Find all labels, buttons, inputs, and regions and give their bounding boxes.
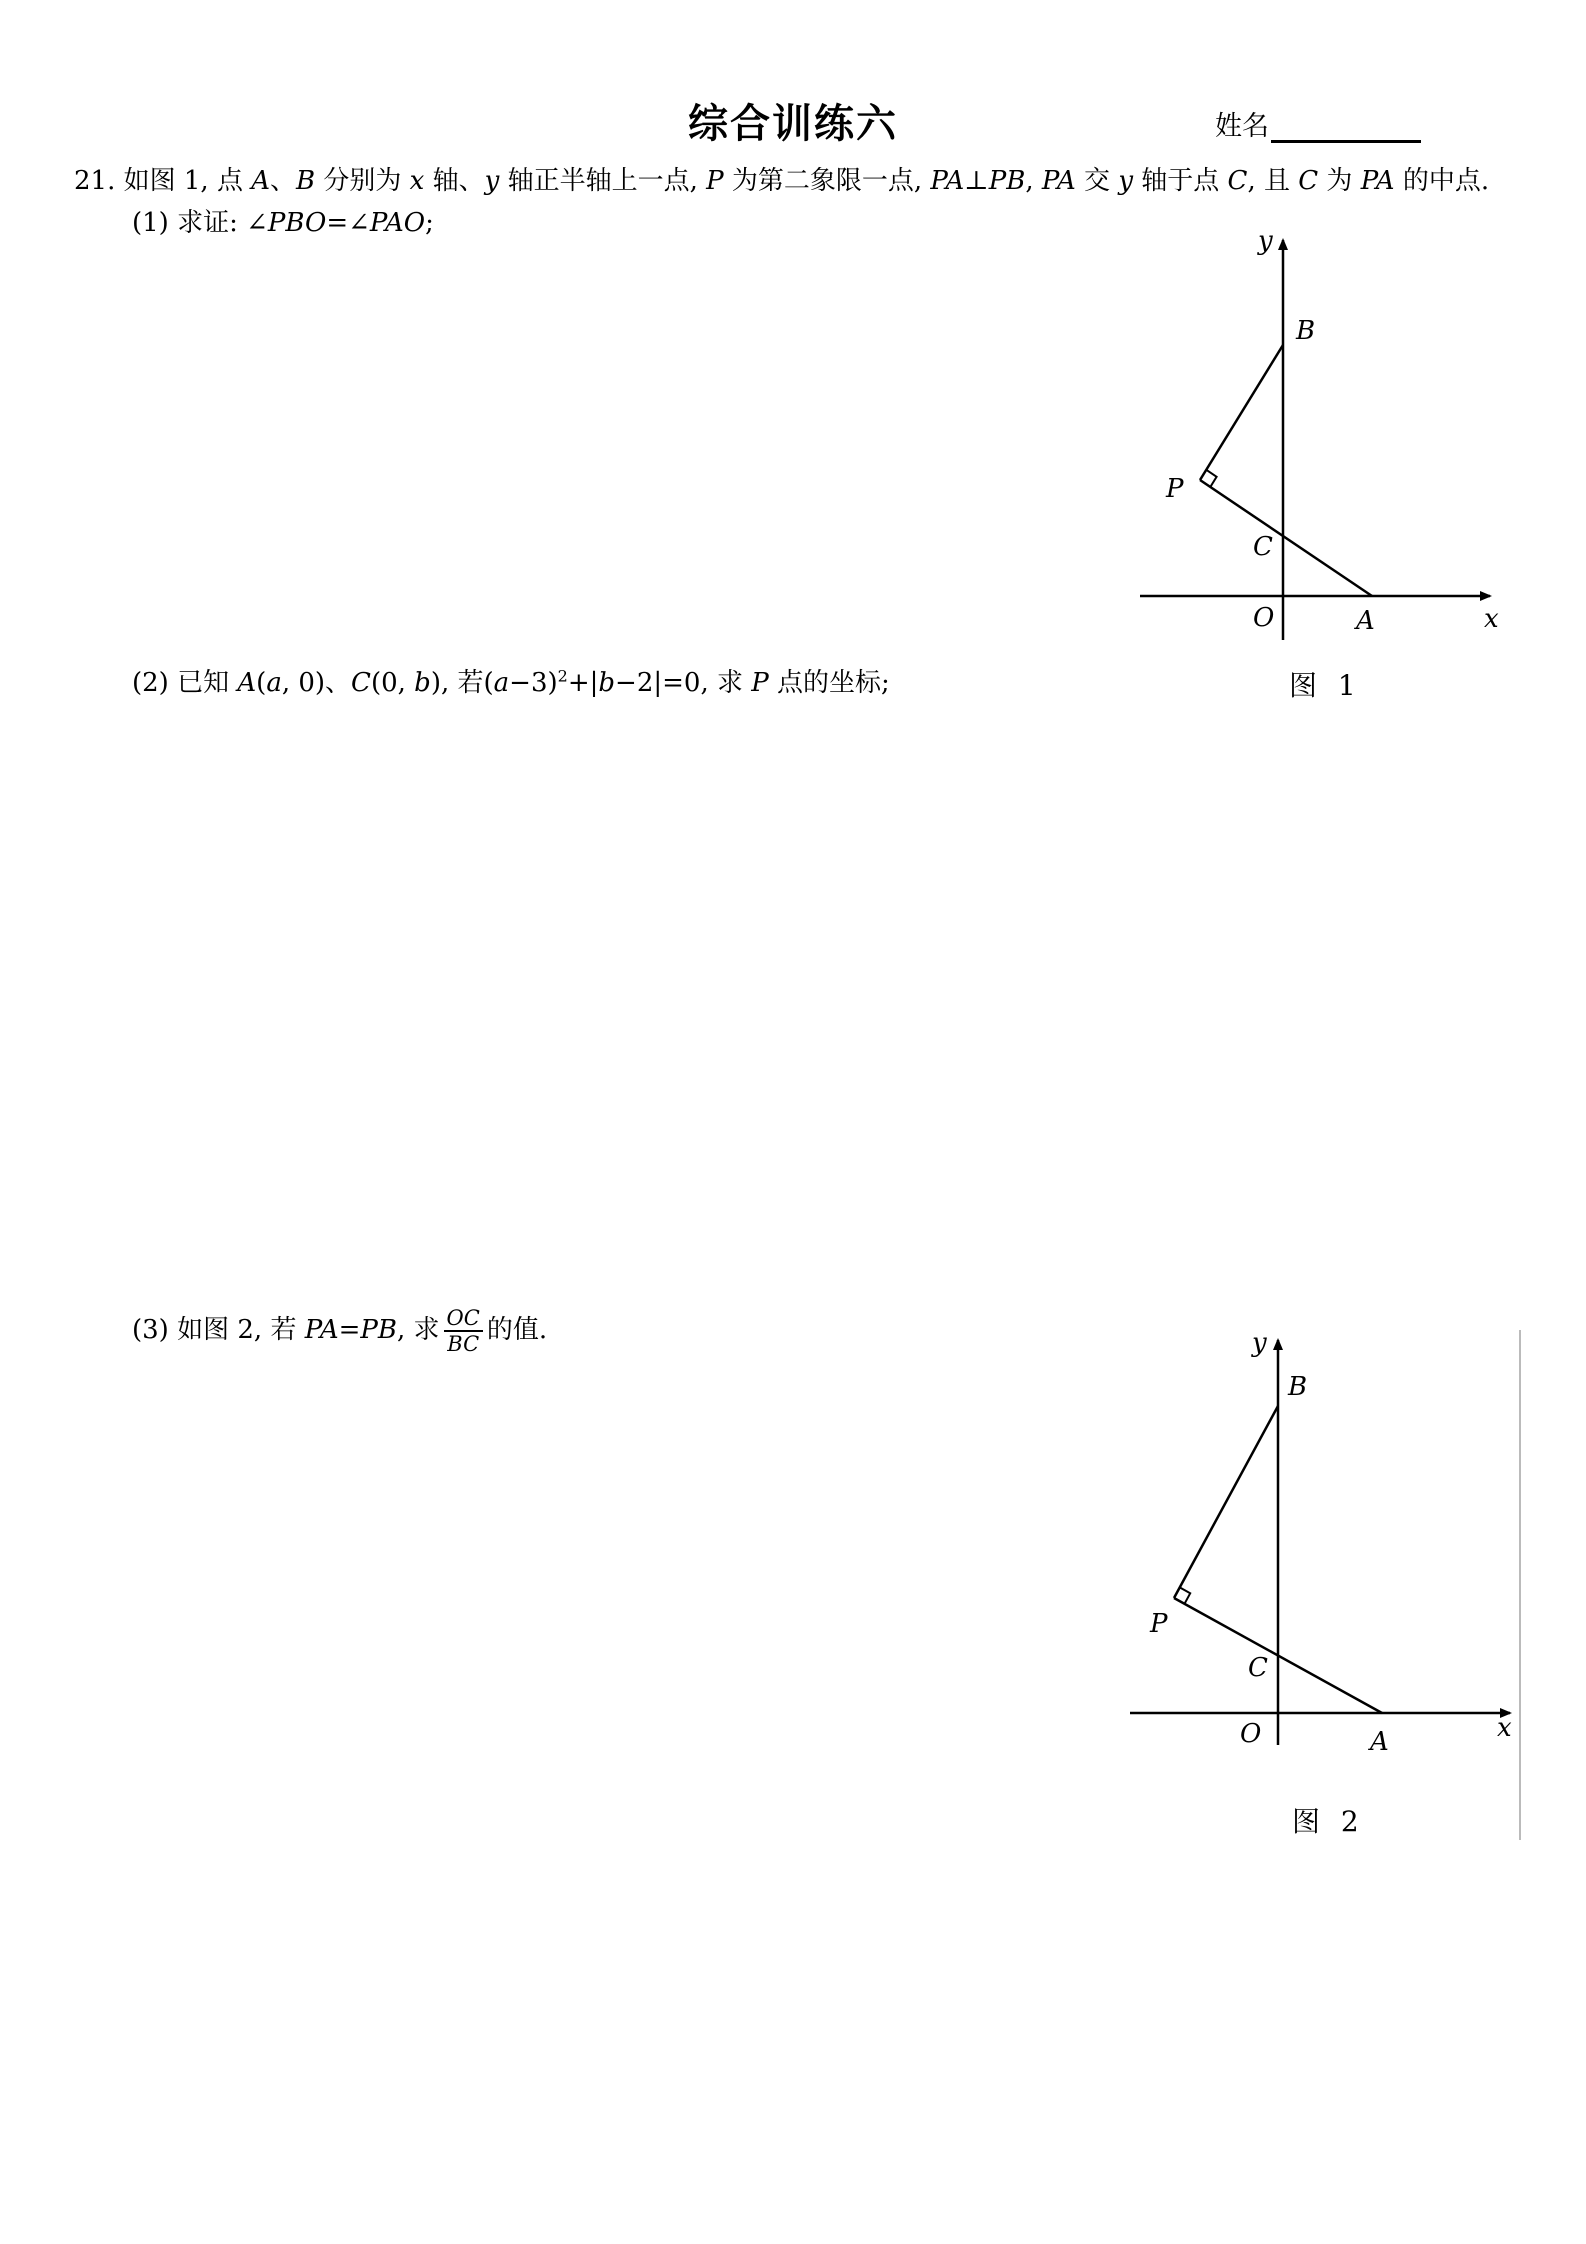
label-x: x — [1484, 604, 1499, 634]
part-text: =∠ — [326, 208, 370, 238]
stem-text: 分别为 — [315, 166, 410, 196]
name-label: 姓名 — [1215, 111, 1269, 142]
var-P: P — [706, 166, 724, 196]
var-b: b — [598, 668, 616, 698]
label-A: A — [1356, 606, 1375, 636]
part-text: 的值. — [486, 1315, 548, 1345]
var-b: b — [414, 668, 431, 698]
stem-text: 的中点. — [1394, 166, 1490, 196]
part-text: ( — [256, 668, 267, 698]
part-text: 点的坐标; — [768, 668, 890, 698]
label-C: C — [1253, 532, 1273, 562]
segment-PA — [1200, 480, 1372, 596]
stem-text: 轴、 — [424, 166, 485, 196]
exponent: 2 — [557, 666, 568, 686]
perp-symbol: ⊥ — [964, 166, 989, 196]
part-1 — [132, 206, 434, 240]
var-PA: PA — [1360, 166, 1395, 196]
fraction-denominator: BC — [447, 1332, 480, 1356]
part-text: +| — [567, 668, 599, 698]
stem-text: 如图 1, 点 — [123, 166, 252, 196]
label-y: y — [1252, 1330, 1267, 1358]
part-text: , 0)、 — [281, 668, 352, 698]
stem-text: 轴于点 — [1133, 166, 1228, 196]
part-text: = — [338, 1315, 361, 1345]
label-y: y — [1258, 226, 1273, 256]
stem-text: 交 — [1075, 166, 1119, 196]
stem-text: , 且 — [1247, 166, 1299, 196]
segment-PB — [1174, 1406, 1278, 1598]
name-blank-line — [1271, 112, 1421, 143]
figure-1-caption: 图 1 — [1289, 669, 1362, 702]
label-O: O — [1240, 1719, 1262, 1749]
angle-PAO: PAO — [369, 208, 426, 238]
fraction-numerator: OC — [444, 1306, 483, 1332]
var-PA: PA — [930, 166, 965, 196]
label-P: P — [1150, 1609, 1168, 1639]
var-a: a — [493, 668, 510, 698]
var-x: x — [409, 166, 425, 196]
var-B: B — [296, 166, 316, 196]
var-C: C — [351, 668, 371, 698]
label-x: x — [1497, 1713, 1512, 1743]
var-C: C — [1298, 166, 1319, 196]
part-label: (3) — [132, 1315, 169, 1345]
label-B: B — [1296, 316, 1316, 346]
label-B: B — [1288, 1372, 1308, 1402]
var-a: a — [266, 668, 282, 698]
var-PA: PA — [1041, 166, 1076, 196]
part-text: 如图 2, 若 — [177, 1315, 305, 1345]
part-2 — [132, 666, 890, 700]
var-A: A — [237, 668, 257, 698]
problem-stem — [74, 164, 1489, 198]
label-P: P — [1166, 474, 1184, 504]
var-y: y — [1118, 166, 1134, 196]
figure-1 — [1120, 225, 1520, 645]
part-3 — [132, 1300, 547, 1360]
label-C: C — [1248, 1653, 1268, 1683]
var-PA: PA — [304, 1315, 339, 1345]
stem-text: 轴正半轴上一点, — [499, 166, 707, 196]
stem-text: 、 — [270, 166, 297, 196]
part-text: 已知 — [177, 668, 238, 698]
var-A: A — [251, 166, 271, 196]
part-text: , 求 — [397, 1315, 440, 1345]
segment-PB — [1200, 345, 1283, 480]
part-label: (2) — [132, 668, 169, 698]
name-field — [1215, 104, 1421, 143]
problem-number: 21. — [74, 166, 116, 196]
stem-text: 为第二象限一点, — [723, 166, 931, 196]
figure-2-caption: 图 2 — [1292, 1805, 1365, 1838]
angle-PBO: PBO — [267, 208, 327, 238]
figure-2 — [1112, 1330, 1532, 1860]
stem-text: , — [1025, 166, 1042, 196]
part-text: ; — [425, 208, 434, 238]
part-text: −3) — [509, 668, 558, 698]
label-A: A — [1370, 1727, 1389, 1757]
var-C: C — [1227, 166, 1248, 196]
part-text: ), 若( — [430, 668, 494, 698]
var-y: y — [484, 166, 500, 196]
var-P: P — [751, 668, 769, 698]
part-text: −2|=0, 求 — [615, 668, 752, 698]
var-PB: PB — [988, 166, 1026, 196]
part-text: (0, — [370, 668, 415, 698]
part-text: 求证: ∠ — [177, 208, 268, 238]
page-title: 综合训练六 — [688, 101, 898, 147]
stem-text: 为 — [1318, 166, 1361, 196]
label-O: O — [1253, 603, 1275, 633]
var-PB: PB — [360, 1315, 398, 1345]
part-label: (1) — [132, 208, 169, 238]
fraction-OC-over-BC — [444, 1306, 483, 1356]
